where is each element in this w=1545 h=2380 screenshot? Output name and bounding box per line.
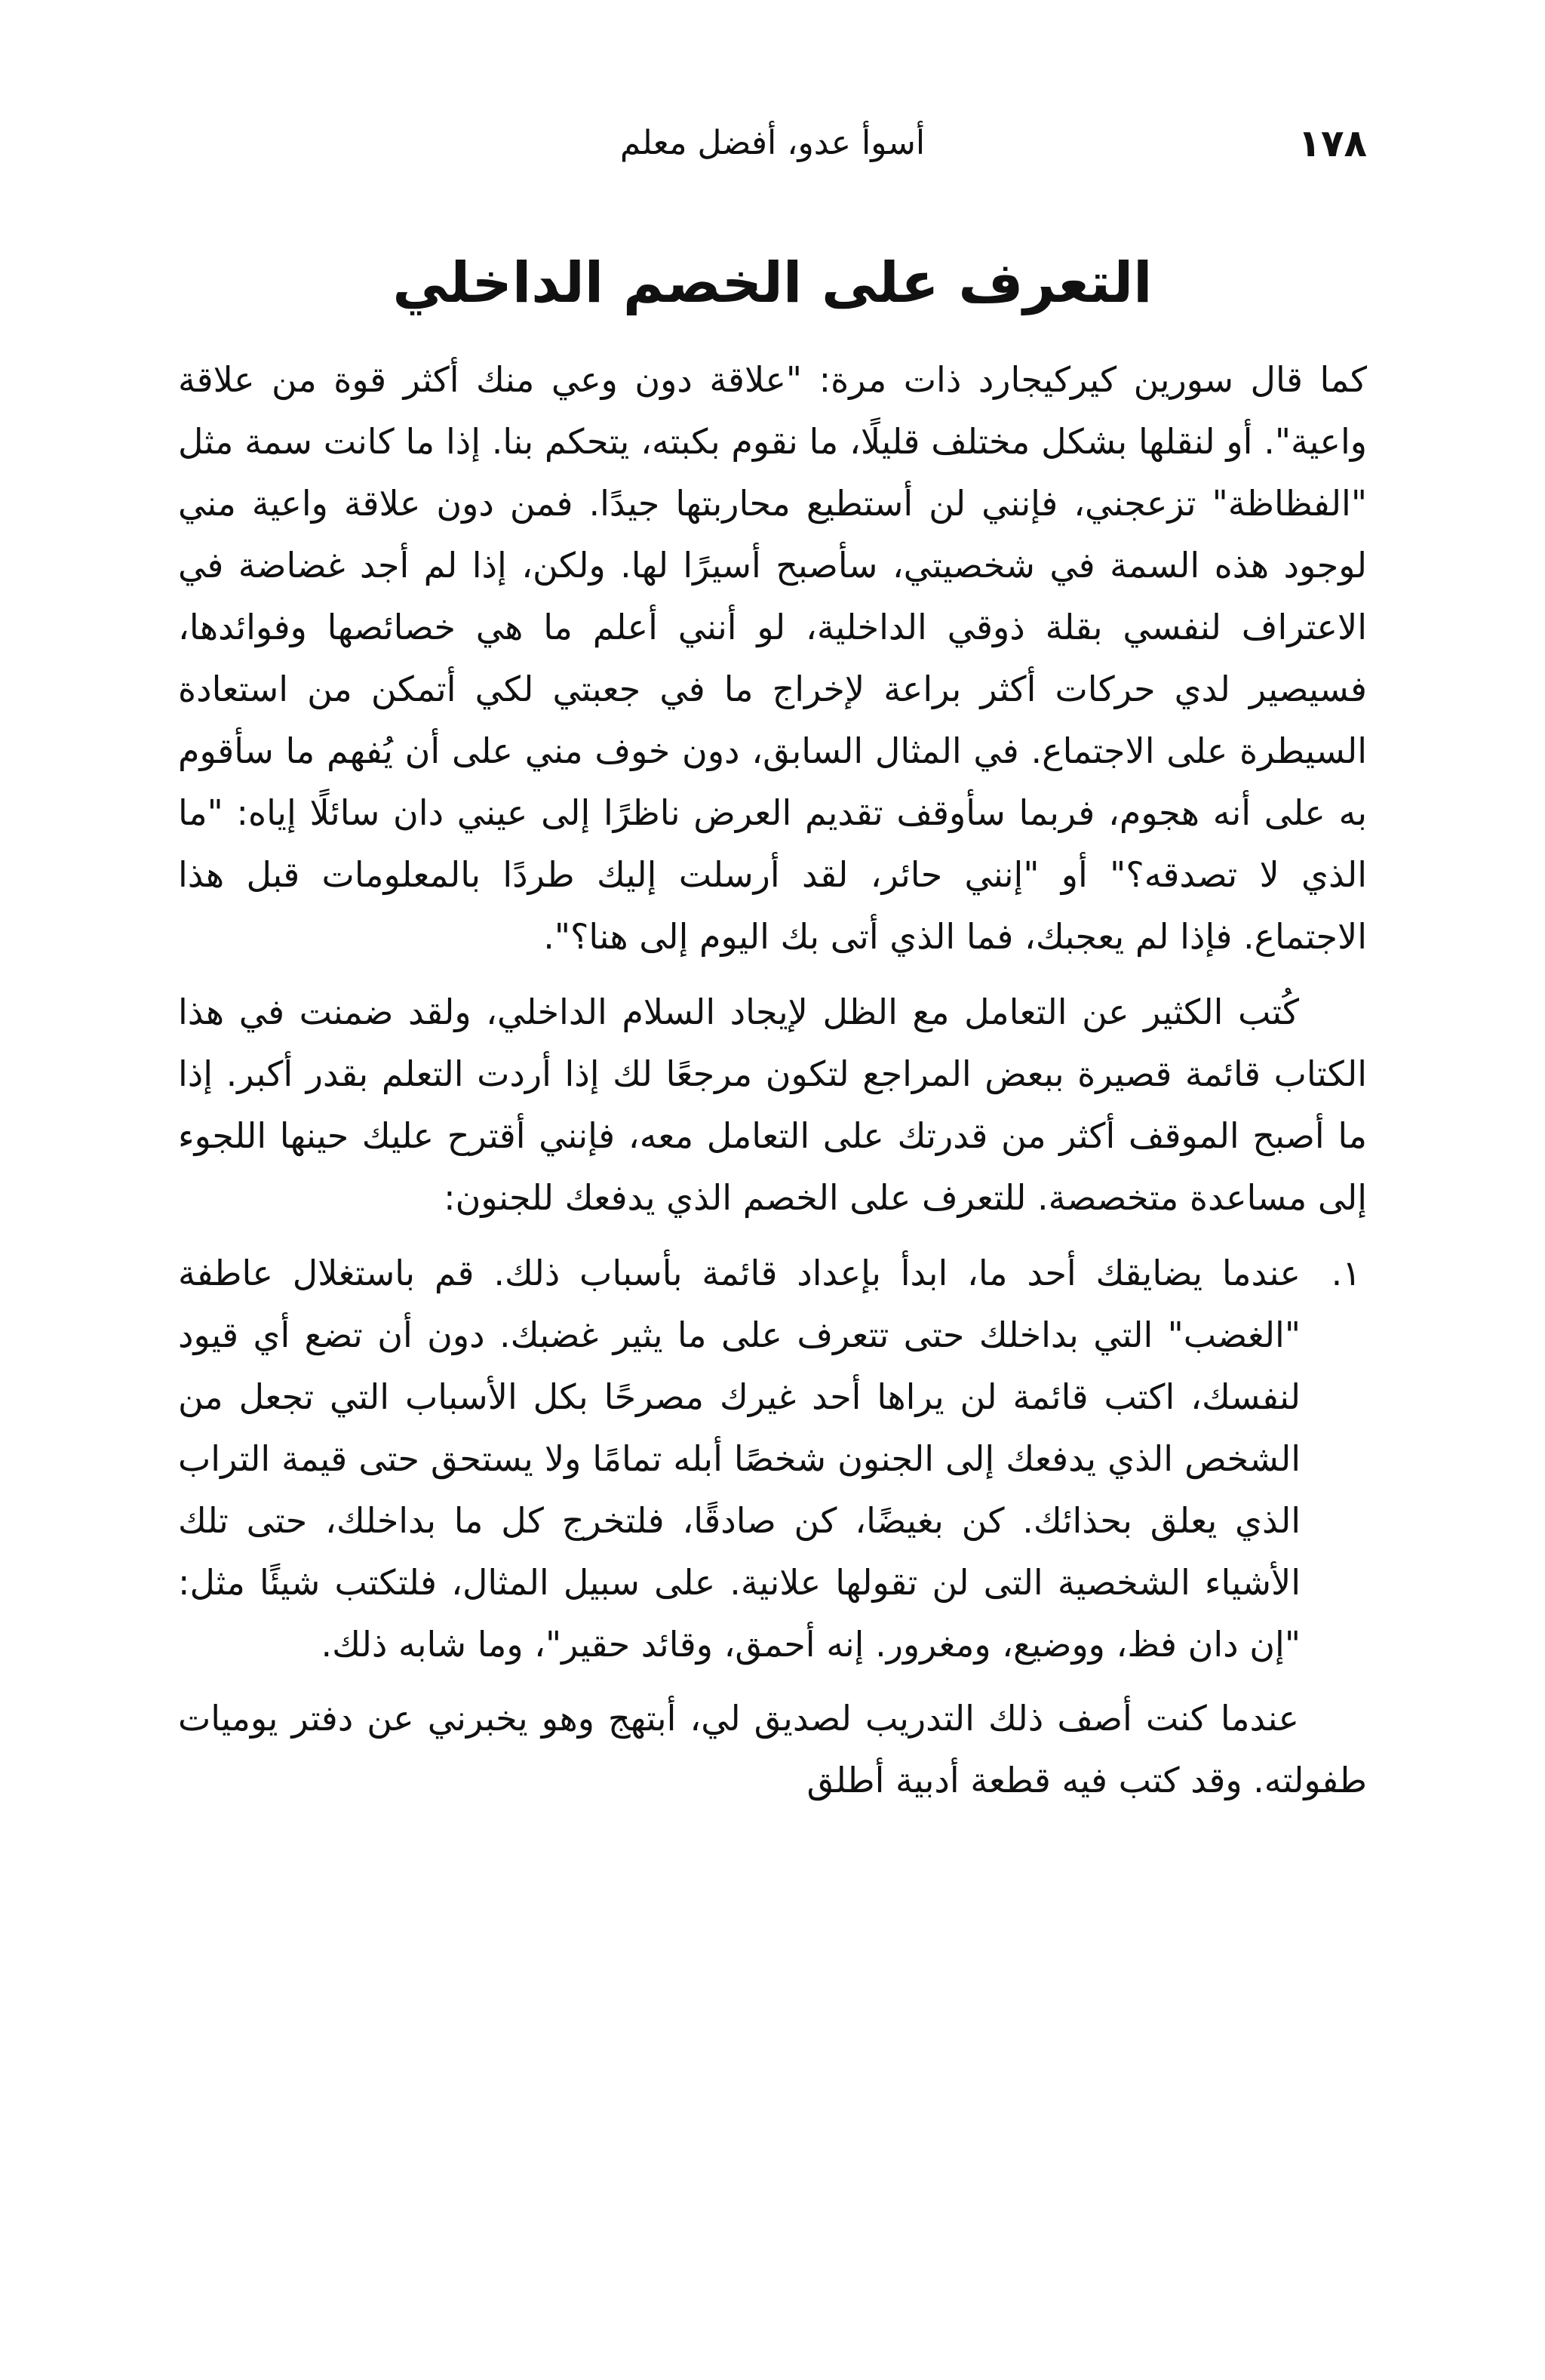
running-title: أسوأ عدو، أفضل معلم — [619, 124, 926, 162]
body-text — [178, 349, 1367, 1825]
list-item-text: عندما يضايقك أحد ما، ابدأ بإعداد قائمة بأسباب ذلك. قم باستغلال عاطفة "الغضب" التي بداخلك حتى تتعرف على ما يثير غضبك. دون أن تضع أي قيود لنفسك، اكتب قائمة لن يراها أحد غيرك مصرحًا بكل الأسباب التي تجعل من الشخص الذي يدفعك إلى الجنون شخصًا أبله تمامًا ولا يستحق حتى قيمة التراب الذي يعلق بحذائك. كن بغيضًا، كن صادقًا، فلتخرج كل ما بداخلك، حتى تلك الأشياء الشخصية التى لن تقولها علانية. على سبيل المثال، فلتكتب شيئًا مثل: "إن دان فظ، ووضيع، ومغرور. إنه أحمق، وقائد حقير"، وما شابه ذلك. — [178, 1253, 1301, 1665]
section-title: التعرف على الخصم الداخلي — [392, 251, 1153, 315]
paragraph: عندما كنت أصف ذلك التدريب لصديق لي، أبتهج وهو يخبرني عن دفتر يوميات طفولته. وقد كتب فيه قطعة أدبية أطلق — [178, 1698, 1367, 1800]
page-number: ١٧٨ — [1298, 121, 1367, 165]
running-head — [178, 113, 1367, 174]
paragraph: كما قال سورين كيركيجارد ذات مرة: "علاقة دون وعي منك أكثر قوة من علاقة واعية". أو لنقلها بشكل مختلف قليلًا، ما نقوم بكبته، يتحكم بنا. إذا ما كانت سمة مثل "الفظاظة" تزعجني، فإنني لن أستطيع محاربتها جيدًا. فمن دون علاقة واعية مني لوجود هذه السمة في شخصيتي، سأصبح أسيرًا لها. ولكن، إذا لم أجد غضاضة في الاعتراف لنفسي بقلة ذوقي الداخلية، لو أنني أعلم ما هي خصائصها وفوائدها، فسيصير لدي حركات أكثر براعة لإخراج ما في جعبتي لكي أتمكن من استعادة السيطرة على الاجتماع. في المثال السابق، دون خوف مني على أن يُفهم ما سأقوم به على أنه هجوم، فربما سأوقف تقديم العرض ناظرًا إلى عيني دان سائلًا إياه: "ما الذي لا تصدقه؟" أو "إنني حائر، لقد أرسلت إليك طردًا بالمعلومات قبل هذا الاجتماع. فإذا لم يعجبك، فما الذي أتى بك اليوم إلى هنا؟". — [178, 359, 1367, 957]
list-item — [178, 1242, 1367, 1675]
paragraph: كُتب الكثير عن التعامل مع الظل لإيجاد السلام الداخلي، ولقد ضمنت في هذا الكتاب قائمة قصيرة ببعض المراجع لتكون مرجعًا لك إذا أردت التعلم بقدر أكبر. إذا ما أصبح الموقف أكثر من قدرتك على التعامل معه، فإنني أقترح عليك حينها اللجوء إلى مساعدة متخصصة. للتعرف على الخصم الذي يدفعك للجنون: — [178, 992, 1367, 1218]
list-item-number: ١. — [1331, 1253, 1361, 1293]
numbered-list — [178, 1242, 1367, 1675]
